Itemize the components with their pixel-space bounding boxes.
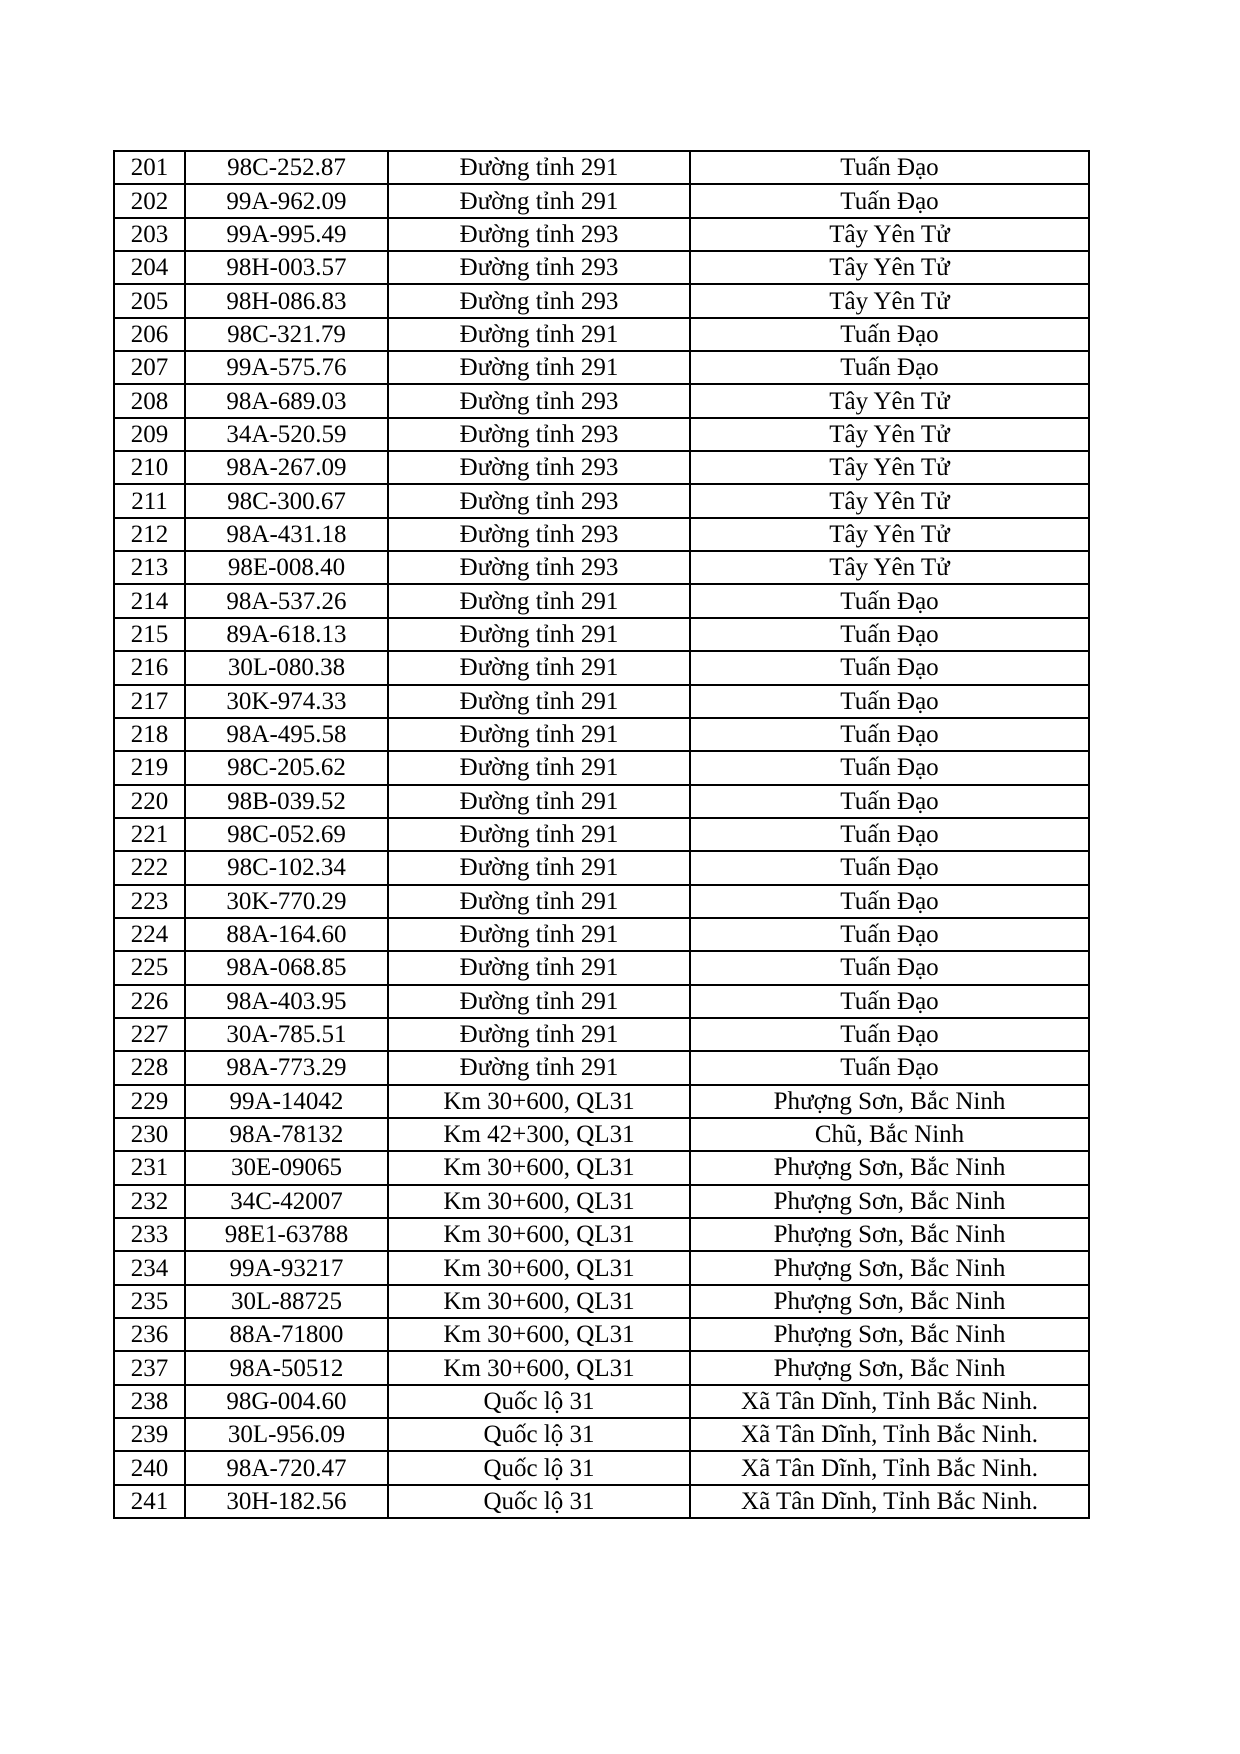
cell-place: Tây Yên Tử [690,551,1089,584]
table-row [114,1418,1089,1451]
cell-plate: 30E-09065 [185,1151,388,1184]
cell-stt: 213 [114,551,185,584]
cell-place: Tuấn Đạo [690,885,1089,918]
cell-stt: 238 [114,1385,185,1418]
cell-road: Đường tỉnh 291 [388,318,690,351]
cell-road: Đường tỉnh 293 [388,418,690,451]
cell-place: Tây Yên Tử [690,451,1089,484]
cell-road: Quốc lộ 31 [388,1451,690,1484]
cell-stt: 221 [114,818,185,851]
cell-road: Đường tỉnh 293 [388,484,690,517]
cell-plate: 99A-995.49 [185,218,388,251]
table-row [114,1085,1089,1118]
table-row [114,451,1089,484]
cell-stt: 210 [114,451,185,484]
table-row [114,751,1089,784]
cell-place: Tây Yên Tử [690,384,1089,417]
cell-road: Đường tỉnh 291 [388,785,690,818]
cell-road: Đường tỉnh 291 [388,751,690,784]
cell-plate: 30L-88725 [185,1285,388,1318]
cell-plate: 30L-080.38 [185,651,388,684]
cell-plate: 98A-537.26 [185,584,388,617]
cell-plate: 98A-403.95 [185,985,388,1018]
table-row [114,985,1089,1018]
cell-place: Tây Yên Tử [690,518,1089,551]
cell-plate: 99A-575.76 [185,351,388,384]
cell-road: Đường tỉnh 293 [388,218,690,251]
cell-road: Đường tỉnh 293 [388,284,690,317]
cell-road: Km 30+600, QL31 [388,1251,690,1284]
cell-stt: 219 [114,751,185,784]
cell-road: Đường tỉnh 291 [388,584,690,617]
table-row [114,518,1089,551]
table-row [114,584,1089,617]
table-row [114,551,1089,584]
cell-plate: 98E-008.40 [185,551,388,584]
cell-place: Phượng Sơn, Bắc Ninh [690,1351,1089,1384]
cell-road: Quốc lộ 31 [388,1485,690,1518]
table-row [114,418,1089,451]
cell-road: Quốc lộ 31 [388,1385,690,1418]
cell-stt: 241 [114,1485,185,1518]
table-row [114,484,1089,517]
cell-road: Km 30+600, QL31 [388,1185,690,1218]
cell-place: Tây Yên Tử [690,484,1089,517]
cell-place: Tuấn Đạo [690,151,1089,184]
table-row [114,718,1089,751]
cell-place: Tuấn Đạo [690,618,1089,651]
cell-plate: 98E1-63788 [185,1218,388,1251]
cell-road: Đường tỉnh 293 [388,384,690,417]
cell-place: Tuấn Đạo [690,351,1089,384]
cell-place: Tuấn Đạo [690,718,1089,751]
vehicle-table [113,150,1090,1519]
cell-road: Đường tỉnh 291 [388,951,690,984]
table-row [114,818,1089,851]
cell-stt: 220 [114,785,185,818]
cell-place: Phượng Sơn, Bắc Ninh [690,1318,1089,1351]
cell-place: Tuấn Đạo [690,184,1089,217]
cell-road: Đường tỉnh 293 [388,251,690,284]
table-row [114,1385,1089,1418]
table-row [114,218,1089,251]
cell-road: Km 30+600, QL31 [388,1351,690,1384]
cell-place: Tuấn Đạo [690,818,1089,851]
cell-road: Đường tỉnh 291 [388,718,690,751]
cell-place: Phượng Sơn, Bắc Ninh [690,1251,1089,1284]
table-row [114,851,1089,884]
cell-plate: 99A-93217 [185,1251,388,1284]
cell-stt: 204 [114,251,185,284]
cell-road: Đường tỉnh 291 [388,1051,690,1084]
table-row [114,918,1089,951]
table-row [114,1351,1089,1384]
cell-place: Tuấn Đạo [690,1051,1089,1084]
cell-stt: 225 [114,951,185,984]
cell-place: Tuấn Đạo [690,951,1089,984]
cell-stt: 212 [114,518,185,551]
cell-stt: 223 [114,885,185,918]
cell-place: Tuấn Đạo [690,318,1089,351]
cell-plate: 98C-321.79 [185,318,388,351]
table-row [114,1018,1089,1051]
cell-road: Đường tỉnh 291 [388,918,690,951]
cell-place: Tuấn Đạo [690,985,1089,1018]
cell-place: Phượng Sơn, Bắc Ninh [690,1285,1089,1318]
cell-place: Xã Tân Dĩnh, Tỉnh Bắc Ninh. [690,1418,1089,1451]
table-row [114,685,1089,718]
cell-stt: 215 [114,618,185,651]
cell-road: Đường tỉnh 291 [388,985,690,1018]
cell-plate: 98B-039.52 [185,785,388,818]
table-row [114,351,1089,384]
cell-place: Tuấn Đạo [690,584,1089,617]
cell-stt: 227 [114,1018,185,1051]
cell-road: Quốc lộ 31 [388,1418,690,1451]
table-row [114,1185,1089,1218]
cell-stt: 211 [114,484,185,517]
cell-road: Đường tỉnh 291 [388,151,690,184]
cell-stt: 239 [114,1418,185,1451]
cell-plate: 98A-50512 [185,1351,388,1384]
cell-stt: 206 [114,318,185,351]
cell-plate: 98G-004.60 [185,1385,388,1418]
cell-plate: 98A-773.29 [185,1051,388,1084]
cell-plate: 30K-974.33 [185,685,388,718]
cell-road: Đường tỉnh 291 [388,885,690,918]
cell-stt: 217 [114,685,185,718]
cell-plate: 98C-205.62 [185,751,388,784]
table-row [114,885,1089,918]
cell-road: Km 30+600, QL31 [388,1218,690,1251]
table-row [114,284,1089,317]
cell-place: Tây Yên Tử [690,218,1089,251]
cell-plate: 88A-71800 [185,1318,388,1351]
cell-stt: 201 [114,151,185,184]
cell-stt: 236 [114,1318,185,1351]
cell-road: Km 30+600, QL31 [388,1085,690,1118]
table-row [114,1485,1089,1518]
cell-stt: 226 [114,985,185,1018]
cell-place: Tuấn Đạo [690,751,1089,784]
cell-stt: 240 [114,1451,185,1484]
cell-road: Đường tỉnh 293 [388,451,690,484]
cell-plate: 98A-431.18 [185,518,388,551]
cell-stt: 234 [114,1251,185,1284]
cell-road: Đường tỉnh 291 [388,351,690,384]
cell-stt: 209 [114,418,185,451]
table-row [114,1451,1089,1484]
cell-stt: 216 [114,651,185,684]
cell-plate: 88A-164.60 [185,918,388,951]
cell-road: Đường tỉnh 293 [388,518,690,551]
cell-place: Xã Tân Dĩnh, Tỉnh Bắc Ninh. [690,1451,1089,1484]
cell-plate: 98C-252.87 [185,151,388,184]
cell-stt: 222 [114,851,185,884]
cell-place: Chũ, Bắc Ninh [690,1118,1089,1151]
cell-place: Xã Tân Dĩnh, Tỉnh Bắc Ninh. [690,1385,1089,1418]
cell-stt: 230 [114,1118,185,1151]
table-row [114,651,1089,684]
cell-place: Tuấn Đạo [690,1018,1089,1051]
table-row [114,1051,1089,1084]
cell-stt: 208 [114,384,185,417]
table-row [114,318,1089,351]
table-row [114,1118,1089,1151]
cell-place: Phượng Sơn, Bắc Ninh [690,1085,1089,1118]
cell-road: Đường tỉnh 291 [388,1018,690,1051]
cell-place: Tây Yên Tử [690,284,1089,317]
cell-place: Tuấn Đạo [690,651,1089,684]
cell-plate: 98A-720.47 [185,1451,388,1484]
cell-stt: 231 [114,1151,185,1184]
cell-place: Phượng Sơn, Bắc Ninh [690,1218,1089,1251]
table-row [114,184,1089,217]
cell-place: Tây Yên Tử [690,418,1089,451]
cell-stt: 237 [114,1351,185,1384]
cell-stt: 229 [114,1085,185,1118]
cell-stt: 203 [114,218,185,251]
table-body [114,151,1089,1518]
cell-place: Tuấn Đạo [690,851,1089,884]
table-row [114,151,1089,184]
cell-place: Phượng Sơn, Bắc Ninh [690,1151,1089,1184]
cell-plate: 98A-068.85 [185,951,388,984]
cell-place: Tuấn Đạo [690,918,1089,951]
cell-stt: 207 [114,351,185,384]
cell-place: Tây Yên Tử [690,251,1089,284]
cell-plate: 89A-618.13 [185,618,388,651]
cell-plate: 98A-78132 [185,1118,388,1151]
cell-stt: 232 [114,1185,185,1218]
cell-stt: 233 [114,1218,185,1251]
cell-plate: 98C-052.69 [185,818,388,851]
cell-plate: 98A-689.03 [185,384,388,417]
cell-road: Đường tỉnh 293 [388,551,690,584]
cell-plate: 99A-962.09 [185,184,388,217]
cell-road: Km 30+600, QL31 [388,1151,690,1184]
cell-stt: 228 [114,1051,185,1084]
cell-road: Đường tỉnh 291 [388,851,690,884]
cell-road: Đường tỉnh 291 [388,651,690,684]
cell-plate: 98A-495.58 [185,718,388,751]
cell-plate: 34A-520.59 [185,418,388,451]
cell-place: Tuấn Đạo [690,785,1089,818]
cell-place: Xã Tân Dĩnh, Tỉnh Bắc Ninh. [690,1485,1089,1518]
table-row [114,785,1089,818]
table-row [114,618,1089,651]
table-row [114,1251,1089,1284]
cell-place: Tuấn Đạo [690,685,1089,718]
cell-road: Km 42+300, QL31 [388,1118,690,1151]
cell-road: Đường tỉnh 291 [388,618,690,651]
cell-road: Đường tỉnh 291 [388,184,690,217]
cell-road: Km 30+600, QL31 [388,1285,690,1318]
table-row [114,1318,1089,1351]
table-row [114,384,1089,417]
cell-plate: 30A-785.51 [185,1018,388,1051]
cell-plate: 30L-956.09 [185,1418,388,1451]
cell-plate: 98A-267.09 [185,451,388,484]
cell-stt: 202 [114,184,185,217]
table-row [114,951,1089,984]
cell-plate: 99A-14042 [185,1085,388,1118]
cell-plate: 98H-003.57 [185,251,388,284]
cell-stt: 205 [114,284,185,317]
table-row [114,1285,1089,1318]
cell-road: Đường tỉnh 291 [388,685,690,718]
cell-plate: 98C-102.34 [185,851,388,884]
cell-plate: 30K-770.29 [185,885,388,918]
cell-plate: 98C-300.67 [185,484,388,517]
cell-stt: 218 [114,718,185,751]
cell-road: Km 30+600, QL31 [388,1318,690,1351]
cell-stt: 224 [114,918,185,951]
cell-plate: 34C-42007 [185,1185,388,1218]
cell-road: Đường tỉnh 291 [388,818,690,851]
cell-plate: 98H-086.83 [185,284,388,317]
cell-plate: 30H-182.56 [185,1485,388,1518]
table-row [114,1151,1089,1184]
cell-stt: 214 [114,584,185,617]
cell-stt: 235 [114,1285,185,1318]
cell-place: Phượng Sơn, Bắc Ninh [690,1185,1089,1218]
table-row [114,1218,1089,1251]
table-row [114,251,1089,284]
